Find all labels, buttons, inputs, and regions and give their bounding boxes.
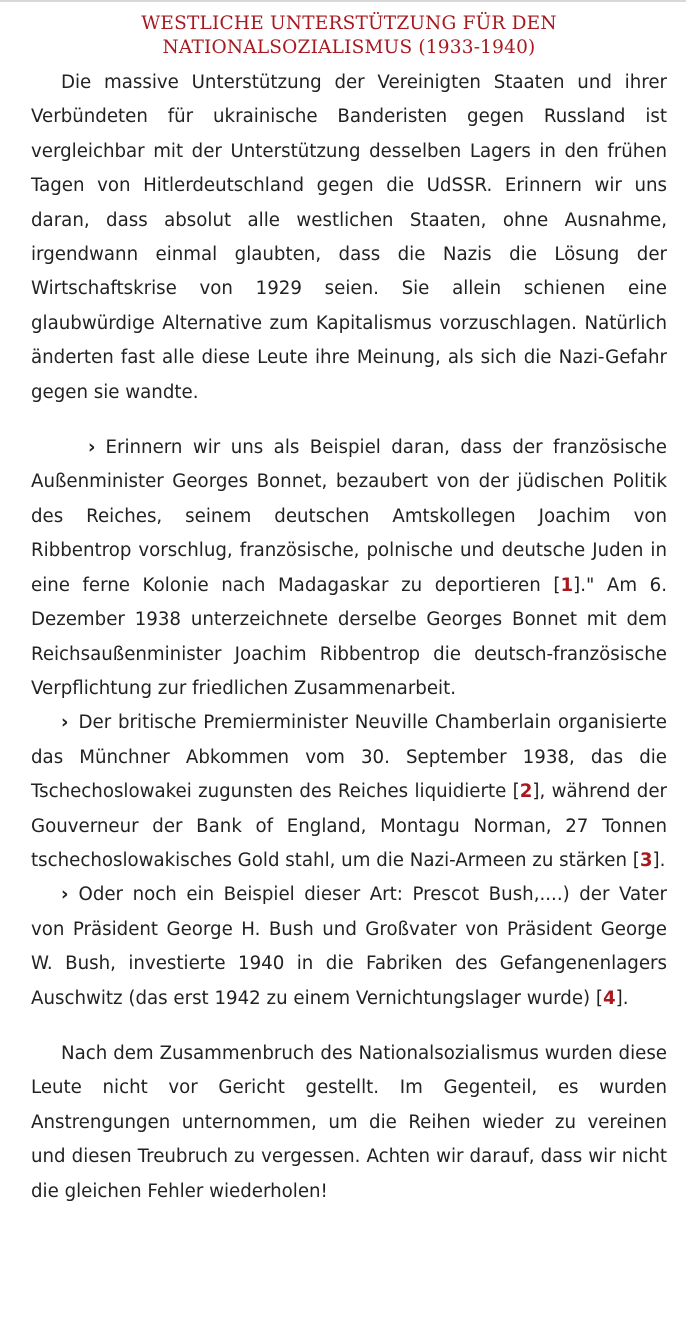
- chevron-right-icon: ›: [61, 884, 69, 906]
- footnote-ref-2[interactable]: 2: [519, 781, 533, 803]
- article: [31, 12, 667, 1209]
- bullet-1-text-b: ]." Am 6. Dezember 1938 unterzeichnete derselbe Georges Bonnet mit dem Reichsaußenminister Joachim Ribbentrop die deutsch-französische Verpflichtung zur friedlichen Zusammenarbeit.: [31, 574, 667, 699]
- bullet-1-text-a: Erinnern wir uns als Beispiel daran, dass der französische Außenminister Georges Bonnet, bezaubert von der jüdischen Politik des Reiches, seinem deutschen Amtskollegen Joachim von Ribbentrop vorschlug, französische, polnische und deutsche Juden in eine ferne Kolonie nach Madagaskar zu deportieren [: [31, 437, 667, 596]
- bullet-2-text-c: ].: [652, 849, 666, 871]
- intro-paragraph: Die massive Unterstützung der Vereinigten Staaten und ihrer Verbündeten für ukrainische Banderisten gegen Russland ist vergleichbar mit der Unterstützung desselben Lagers in den frühen Tagen von Hitlerdeutschland gegen die UdSSR. Erinnern wir uns daran, dass absolut alle westlichen Staaten, ohne Ausnahme, irgendwann einmal glaubten, dass die Nazis die Lösung der Wirtschaftskrise von 1929 seien. Sie allein schienen eine glaubwürdige Alternative zum Kapitalismus vorzuschlagen. Natürlich änderten fast alle diese Leute ihre Meinung, als sich die Nazi-Gefahr gegen sie wandte.: [31, 72, 667, 403]
- paragraph-gap: [31, 410, 667, 431]
- chevron-right-icon: ›: [88, 437, 96, 459]
- article-title-line-2: NATIONALSOZIALISMUS (1933-1940): [162, 37, 536, 58]
- bullet-item-2: [31, 706, 667, 878]
- footnote-ref-1[interactable]: 1: [560, 574, 574, 596]
- conclusion-paragraph: Nach dem Zusammenbruch des Nationalsozialismus wurden diese Leute nicht vor Gericht gestellt. Im Gegenteil, es wurden Anstrengungen unternommen, um die Reihen wieder zu vereinen und diesen Treubruch zu vergessen. Achten wir darauf, dass wir nicht die gleichen Fehler wiederholen!: [31, 1042, 667, 1202]
- footnote-ref-3[interactable]: 3: [639, 849, 653, 871]
- bullet-3-text-b: ].: [615, 987, 629, 1009]
- bullet-2-text-a: Der britische Premierminister Neuville Chamberlain organisierte das Münchner Abkommen vom 30. September 1938, das die Tschechoslowakei zugunsten des Reiches liquidierte [: [31, 712, 667, 803]
- article-title-line-1: WESTLICHE UNTERSTÜTZUNG FÜR DEN: [141, 13, 557, 34]
- paragraph-gap: [31, 1016, 667, 1037]
- chevron-right-icon: ›: [61, 712, 69, 734]
- footnote-ref-4[interactable]: 4: [602, 987, 616, 1009]
- bullet-3-text-a: Oder noch ein Beispiel dieser Art: Prescot Bush,....) der Vater von Präsident George H. Bush und Großvater von Präsident George W. Bush, investierte 1940 in die Fabriken des Gefangenenlagers Auschwitz (das erst 1942 zu einem Vernichtungslager wurde) [: [31, 884, 667, 1009]
- bullet-item-3: [31, 878, 667, 1016]
- article-title: [31, 12, 667, 60]
- bullet-2-text-b: ], während der Gouverneur der Bank of England, Montagu Norman, 27 Tonnen tschechoslowakisches Gold stahl, um die Nazi-Armeen zu stärken [: [31, 781, 667, 871]
- bullet-item-1: [31, 431, 667, 706]
